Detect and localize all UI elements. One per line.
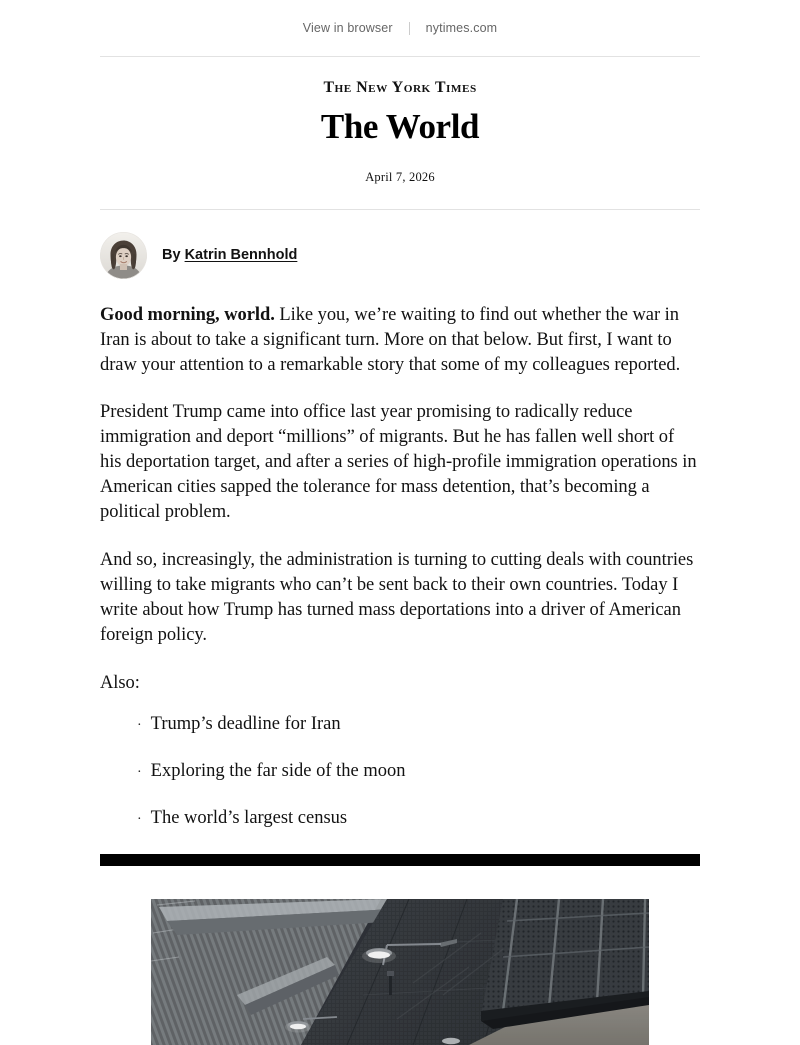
bullet-icon: ·	[137, 811, 142, 827]
lead-rest: Like you, we’re waiting to find out whether the war in Iran is about to take a significant turn. More on that below. But first, I want to draw your attention to a remarkable story that some of my colleagues reported.	[100, 304, 681, 375]
also-item-link[interactable]: The world’s largest census	[150, 807, 348, 828]
bullet-icon: ·	[137, 717, 142, 733]
list-item[interactable]	[137, 806, 700, 832]
view-in-browser-link[interactable]: View in browser	[302, 21, 393, 35]
newsletter-body	[100, 279, 700, 832]
also-item-link[interactable]: Exploring the far side of the moon	[150, 760, 406, 781]
nytimes-domain-link[interactable]: nytimes.com	[425, 21, 498, 35]
list-item[interactable]	[137, 712, 700, 738]
issue-date: April 7, 2026	[365, 169, 435, 184]
masthead	[0, 57, 800, 209]
nyt-logo[interactable]: The New York Times	[323, 79, 477, 96]
lead-greeting: Good morning, world.	[100, 304, 275, 325]
list-item[interactable]	[137, 759, 700, 785]
hero-image[interactable]	[151, 899, 649, 1045]
section-divider-bar	[100, 854, 700, 866]
byline	[100, 210, 700, 279]
newsletter-title: The World	[320, 107, 480, 146]
preheader-bar	[0, 0, 800, 56]
author-link[interactable]: Katrin Bennhold	[184, 247, 298, 264]
avatar	[100, 232, 147, 279]
lead-paragraph	[100, 303, 700, 378]
byline-text	[162, 247, 297, 263]
bullet-icon: ·	[137, 764, 142, 780]
also-label: Also:	[100, 672, 140, 693]
paragraph-3: And so, increasingly, the administration is turning to cutting deals with countries willing to take migrants who can’t be sent back to their own countries. Today I write about how Trump has turned mass deportations into a driver of American foreign policy.	[100, 549, 694, 645]
preheader-separator	[409, 22, 410, 35]
masthead-spacer	[0, 185, 800, 209]
also-item-link[interactable]: Trump’s deadline for Iran	[150, 713, 341, 734]
also-list	[100, 712, 700, 832]
byline-prefix: By	[162, 247, 185, 264]
paragraph-2: President Trump came into office last year promising to radically reduce immigration and deport “millions” of migrants. But he has fallen well short of his deportation target, and after a series of high-profile immigration operations in American cities sapped the tolerance for mass detention, that’s becoming a political problem.	[100, 401, 697, 522]
